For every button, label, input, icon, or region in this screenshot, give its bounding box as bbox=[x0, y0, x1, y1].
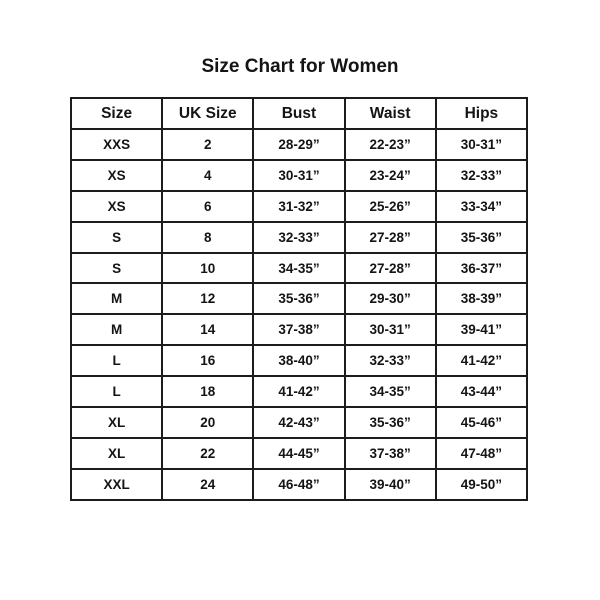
table-cell: 18 bbox=[162, 376, 253, 407]
table-row bbox=[71, 438, 527, 469]
table-cell: 43-44” bbox=[436, 376, 527, 407]
table-cell: 32-33” bbox=[436, 160, 527, 191]
table-cell: 31-32” bbox=[253, 191, 344, 222]
column-header-waist: Waist bbox=[345, 98, 436, 129]
table-cell: 4 bbox=[162, 160, 253, 191]
table-cell: 28-29” bbox=[253, 129, 344, 160]
table-cell: 29-30” bbox=[345, 283, 436, 314]
table-row bbox=[71, 314, 527, 345]
table-cell: L bbox=[71, 345, 162, 376]
table-cell: 33-34” bbox=[436, 191, 527, 222]
table-cell: 16 bbox=[162, 345, 253, 376]
table-cell: 32-33” bbox=[253, 222, 344, 253]
table-cell: L bbox=[71, 376, 162, 407]
table-cell: 35-36” bbox=[436, 222, 527, 253]
table-cell: 24 bbox=[162, 469, 253, 500]
table-cell: 30-31” bbox=[253, 160, 344, 191]
table-cell: 39-41” bbox=[436, 314, 527, 345]
table-cell: 34-35” bbox=[345, 376, 436, 407]
table-row bbox=[71, 253, 527, 284]
table-cell: 23-24” bbox=[345, 160, 436, 191]
table-cell: 20 bbox=[162, 407, 253, 438]
table-cell: 6 bbox=[162, 191, 253, 222]
size-chart-table bbox=[70, 97, 528, 501]
table-header bbox=[71, 98, 527, 129]
column-header-bust: Bust bbox=[253, 98, 344, 129]
table-cell: XXL bbox=[71, 469, 162, 500]
table-row bbox=[71, 376, 527, 407]
table-cell: 22-23” bbox=[345, 129, 436, 160]
table-body bbox=[71, 129, 527, 500]
page-title: Size Chart for Women bbox=[201, 56, 399, 77]
table-cell: 38-39” bbox=[436, 283, 527, 314]
table-cell: 36-37” bbox=[436, 253, 527, 284]
table-cell: 47-48” bbox=[436, 438, 527, 469]
table-cell: 12 bbox=[162, 283, 253, 314]
table-row bbox=[71, 222, 527, 253]
table-cell: 46-48” bbox=[253, 469, 344, 500]
table-cell: S bbox=[71, 222, 162, 253]
table-cell: XXS bbox=[71, 129, 162, 160]
table-cell: 49-50” bbox=[436, 469, 527, 500]
table-cell: 14 bbox=[162, 314, 253, 345]
table-cell: 8 bbox=[162, 222, 253, 253]
column-header-uk-size: UK Size bbox=[162, 98, 253, 129]
column-header-hips: Hips bbox=[436, 98, 527, 129]
table-row bbox=[71, 129, 527, 160]
table-cell: 35-36” bbox=[253, 283, 344, 314]
table-cell: 30-31” bbox=[436, 129, 527, 160]
table-row bbox=[71, 345, 527, 376]
table-cell: 10 bbox=[162, 253, 253, 284]
table-row bbox=[71, 469, 527, 500]
table-cell: 41-42” bbox=[253, 376, 344, 407]
table-cell: M bbox=[71, 314, 162, 345]
table-cell: XS bbox=[71, 160, 162, 191]
table-row bbox=[71, 283, 527, 314]
table-cell: XL bbox=[71, 407, 162, 438]
table-row bbox=[71, 407, 527, 438]
table-row bbox=[71, 191, 527, 222]
table-cell: 30-31” bbox=[345, 314, 436, 345]
table-cell: 45-46” bbox=[436, 407, 527, 438]
table-cell: 37-38” bbox=[253, 314, 344, 345]
table-cell: XL bbox=[71, 438, 162, 469]
table-cell: 34-35” bbox=[253, 253, 344, 284]
table-cell: XS bbox=[71, 191, 162, 222]
table-row bbox=[71, 160, 527, 191]
table-cell: 25-26” bbox=[345, 191, 436, 222]
table-cell: 27-28” bbox=[345, 222, 436, 253]
table-cell: 42-43” bbox=[253, 407, 344, 438]
table-cell: 22 bbox=[162, 438, 253, 469]
table-cell: S bbox=[71, 253, 162, 284]
table-cell: 39-40” bbox=[345, 469, 436, 500]
column-header-size: Size bbox=[71, 98, 162, 129]
table-cell: 37-38” bbox=[345, 438, 436, 469]
table-cell: M bbox=[71, 283, 162, 314]
table-cell: 38-40” bbox=[253, 345, 344, 376]
table-cell: 44-45” bbox=[253, 438, 344, 469]
table-cell: 41-42” bbox=[436, 345, 527, 376]
header-row bbox=[71, 98, 527, 129]
table-cell: 32-33” bbox=[345, 345, 436, 376]
table-cell: 27-28” bbox=[345, 253, 436, 284]
table-cell: 35-36” bbox=[345, 407, 436, 438]
table-cell: 2 bbox=[162, 129, 253, 160]
